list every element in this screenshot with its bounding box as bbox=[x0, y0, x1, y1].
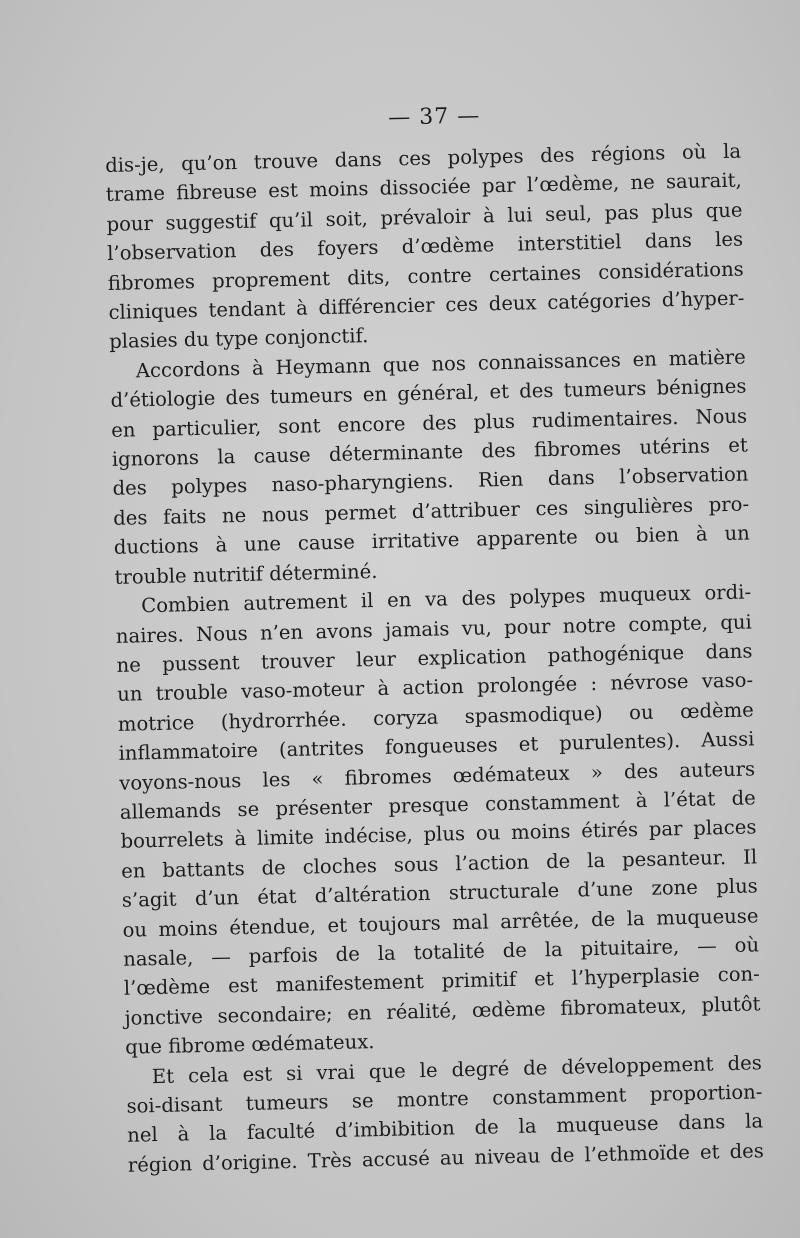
text-line: ignorons la cause déterminante des fibromes utérins et bbox=[111, 433, 748, 471]
text-line: Et cela est si vrai que le degré de développement des bbox=[151, 1050, 762, 1088]
text-line: motrice (hydrorrhée. coryza spasmodique) ou œdème bbox=[117, 698, 754, 736]
text-line: allemands se présenter presque constamment à l’état de bbox=[119, 786, 756, 824]
text-line: naires. Nous n’en avons jamais vu, pour notre compte, qui bbox=[115, 609, 752, 648]
paragraph-2 bbox=[110, 342, 751, 592]
paragraph-4 bbox=[126, 1048, 765, 1180]
text-line: inflammatoire (antrites fongueuses et purulentes). Aussi bbox=[118, 727, 755, 765]
text-line: trouble nutritif déterminé. bbox=[114, 559, 378, 589]
text-line: soi-disant tumeurs se montre constamment proportion- bbox=[126, 1080, 763, 1118]
text-line: jonctive secondaire; en réalité, œdème fibromateux, plutôt bbox=[124, 992, 761, 1030]
text-line: Accordons à Heymann que nos connaissances en matière bbox=[135, 345, 746, 383]
text-line: l’observation des foyers d’œdème interstitiel dans les bbox=[106, 227, 744, 266]
text-line: plasies du type conjonctif. bbox=[108, 324, 369, 354]
text-line: en particulier, sont encore des plus rudimentaires. Nous bbox=[110, 404, 748, 442]
text-line: trame fibreuse est moins dissociée par l’œdème, ne saurait, bbox=[105, 168, 742, 207]
page-number: — 37 — bbox=[387, 103, 481, 131]
paragraph-3 bbox=[115, 578, 762, 1063]
text-line: nel à la faculté d’imbibition de la muqueuse dans la bbox=[126, 1109, 764, 1148]
text-line: voyons-nous les « fibromes œdémateux » des auteurs bbox=[118, 756, 756, 795]
text-line: l’œdème est manifestement primitif et l’hyperplasie con- bbox=[123, 962, 760, 1001]
text-line: ductions à une cause irritative apparente ou bien à un bbox=[113, 521, 750, 560]
text-line: en battants de cloches sous l’action de la pesanteur. Il bbox=[120, 845, 758, 883]
text-line: pour suggestif qu’il soit, prévaloir à lui seul, pas plus que bbox=[106, 198, 743, 236]
text-line: nasale, — parfois de la totalité de la pituitaire, — où bbox=[122, 933, 760, 971]
text-line: bourrelets à limite indécise, plus ou moins étirés par places bbox=[120, 815, 757, 854]
text-line: que fibrome œdémateux. bbox=[124, 1030, 375, 1059]
text-line: fibromes proprement dits, contre certaines considérations bbox=[107, 257, 744, 295]
text-line: cliniques tendant à différencier ces deux catégories d’hyper- bbox=[108, 286, 745, 324]
book-page bbox=[104, 98, 764, 1180]
text-line: Combien autrement il en va des polypes muqueux ordi- bbox=[140, 580, 752, 618]
text-line: des faits ne nous permet d’attribuer ces singulières pro- bbox=[112, 492, 750, 530]
text-line: un trouble vaso-moteur à action prolongée : névrose vaso- bbox=[116, 668, 754, 707]
text-line: des polypes naso-pharyngiens. Rien dans l’observation bbox=[112, 462, 749, 501]
text-line: dis-je, qu’on trouve dans ces polypes des régions où la bbox=[104, 139, 742, 177]
text-line: ou moins étendue, et toujours mal arrêtée, de la muqueuse bbox=[122, 903, 759, 942]
text-line: ne pussent trouver leur explication pathogénique dans bbox=[116, 639, 753, 677]
text-line: région d’origine. Très accusé au niveau de l’ethmoïde et des bbox=[127, 1139, 764, 1177]
paragraph-1 bbox=[105, 137, 746, 357]
text-line: d’étiologie des tumeurs en général, et des tumeurs bénignes bbox=[110, 374, 747, 413]
text-line: s’agit d’un état d’altération structurale d’une zone plus bbox=[121, 874, 758, 912]
